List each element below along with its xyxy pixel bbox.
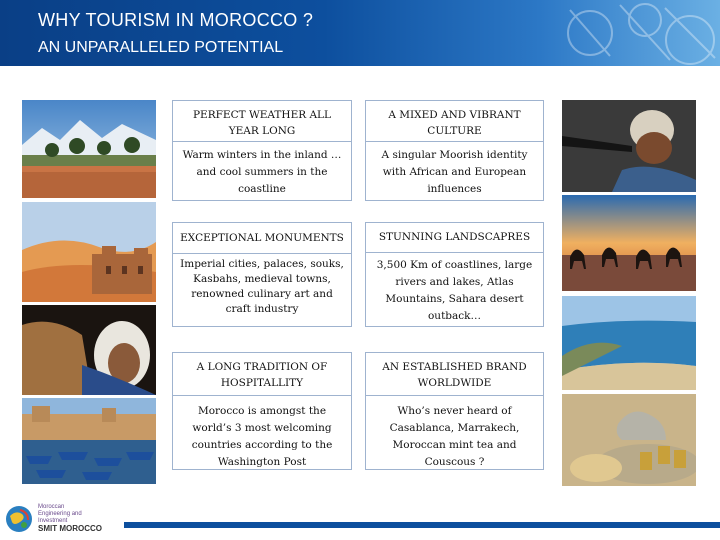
- card-body: Who’s never heard of Casablanca, Marrakech, Moroccan mint tea and Couscous ?: [389, 405, 520, 468]
- card-heading: A LONG TRADITION OF HOSPITALLITY: [196, 361, 328, 389]
- photo-desert-kasbah: [22, 202, 156, 302]
- card-heading: A MIXED AND VIBRANT CULTURE: [388, 109, 521, 137]
- card-exceptional-monuments: [172, 222, 352, 327]
- photo-essaouira-boats: [22, 398, 156, 484]
- smit-logo-icon: [4, 504, 34, 534]
- card-heading: PERFECT WEATHER ALL YEAR LONG: [192, 109, 332, 137]
- decorative-pattern: [550, 0, 720, 66]
- card-body: A singular Moorish identity with African and European influences: [381, 149, 528, 195]
- card-heading: AN ESTABLISHED BRAND WORLDWIDE: [382, 361, 527, 389]
- card-stunning-landscapes: [365, 222, 544, 327]
- photo-fire-performer: [562, 100, 696, 192]
- footer-bar: [124, 522, 720, 528]
- card-established-brand: [365, 352, 544, 470]
- card-body: Warm winters in the inland … and cool summers in the coastline: [182, 149, 342, 195]
- logo-name: SMIT MOROCCO: [38, 524, 102, 533]
- logo-tagline: Moroccan Engineering and Investment: [38, 504, 82, 524]
- page-title: WHY TOURISM IN MOROCCO ?: [38, 10, 314, 30]
- card-perfect-weather: [172, 100, 352, 201]
- card-mixed-culture: [365, 100, 544, 201]
- card-heading: EXCEPTIONAL MONUMENTS: [180, 232, 344, 244]
- card-heading: STUNNING LANDSCAPRES: [378, 231, 531, 243]
- page-subtitle: AN UNPARALLELED POTENTIAL: [38, 39, 284, 56]
- photo-coastline: [562, 296, 696, 390]
- photo-camels-beach-sunset: [562, 195, 696, 291]
- card-body: Imperial cities, palaces, souks, Kasbahs, medieval towns, renowned culinary art and craft industry: [180, 258, 344, 315]
- card-hospitality: [172, 352, 352, 470]
- card-body: Morocco is amongst the world’s 3 most welcoming countries according to the Washington Post: [191, 405, 333, 468]
- title-banner: [0, 0, 720, 66]
- card-body: 3,500 Km of coastlines, large rivers and lakes, Atlas Mountains, Sahara desert outback…: [376, 259, 533, 322]
- photo-atlas-palm-grove: [22, 100, 156, 198]
- photo-mint-tea-couscous: [562, 394, 696, 486]
- photo-camel-boy: [22, 305, 156, 395]
